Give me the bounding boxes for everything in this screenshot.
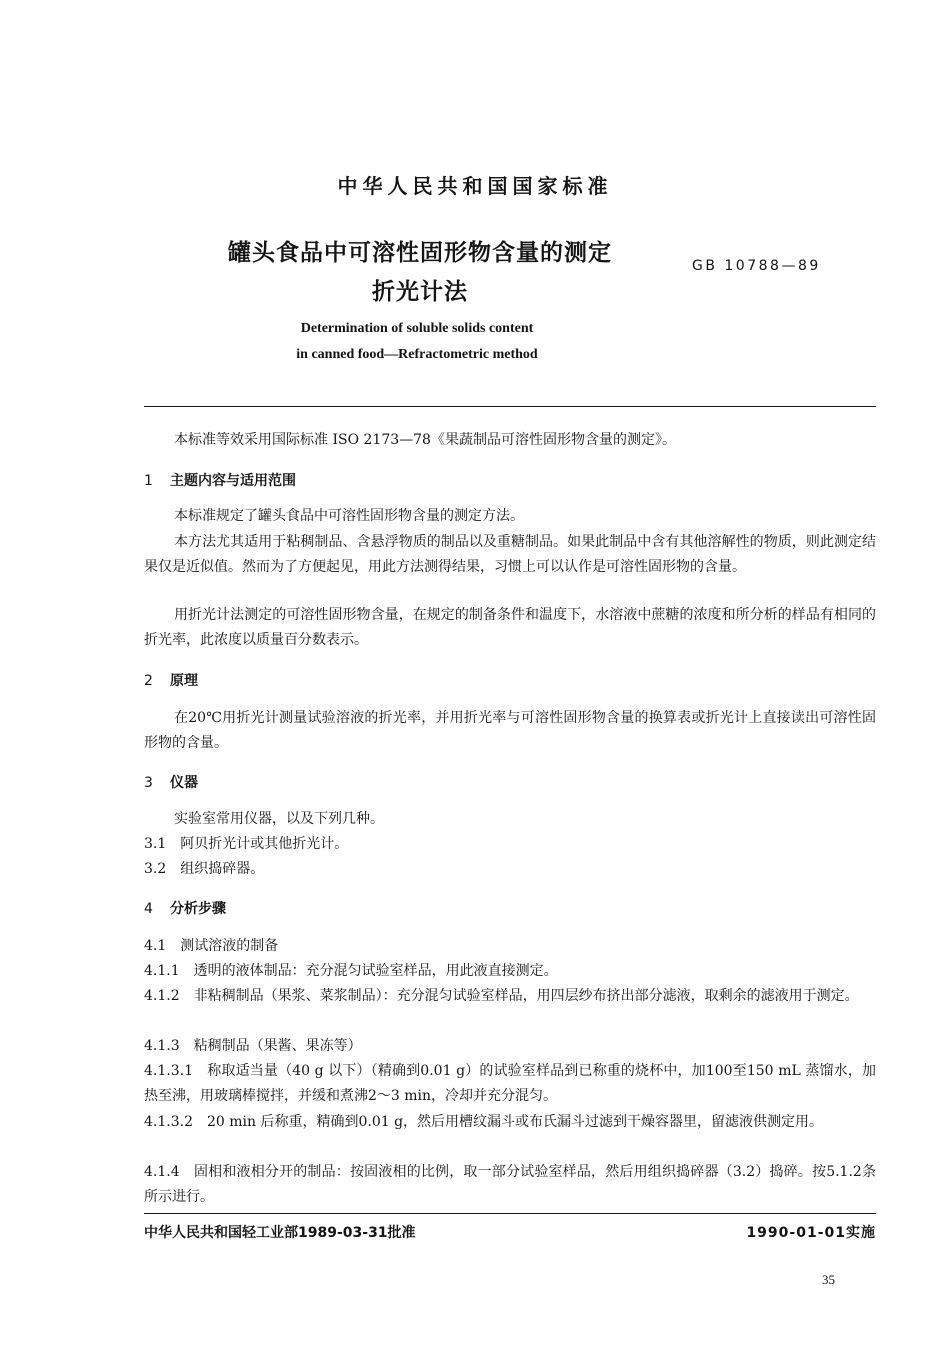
intro-paragraph: 本标准等效采用国际标准 ISO 2173—78《果蔬制品可溶性固形物含量的测定》。 [174,432,676,448]
approval-note: 中华人民共和国轻工业部1989-03-31批准 [144,1225,416,1241]
subsection-heading: 4.1 测试溶液的制备 [144,938,279,954]
footer-divider [144,1213,876,1214]
effective-date: 1990-01-01实施 [746,1225,876,1241]
list-item: 3.1 阿贝折光计或其他折光计。 [144,836,349,852]
paragraph: 在20℃用折光计测量试验溶液的折光率，并用折光率与可溶性固形物含量的换算表或折光计上直接读出可溶性固形物的含量。 [144,710,876,751]
document-title-en-subtitle: in canned food—Refractometric method [296,347,538,362]
subsection: 4.1.4 固相和液相分开的制品：按固液相的比例，取一部分试验室样品，然后用组织捣碎器（3.2）捣碎。按5.1.2条所示进行。 [144,1164,876,1205]
subsection: 4.1.2 非粘稠制品（果浆、菜浆制品）：充分混匀试验室样品，用四层纱布挤出部分滤液，取剩余的滤液用于测定。 [144,988,859,1004]
paragraph: 用折光计法测定的可溶性固形物含量，在规定的制备条件和温度下，水溶液中蔗糖的浓度和所分析的样品有相同的折光率，此浓度以质量百分数表示。 [144,607,876,648]
section-heading-2 [144,670,198,690]
paragraph: 本方法尤其适用于粘稠制品、含悬浮物质的制品以及重糖制品。如果此制品中含有其他溶解性的物质，则此测定结果仅是近似值。然而为了方便起见，用此方法测得结果，习惯上可以认作是可溶性固形物的含量。 [144,534,876,575]
document-title-cn-subtitle: 折光计法 [372,279,468,305]
section-title: 原理 [170,673,198,689]
section-number: 2 [144,673,153,689]
page-number: 35 [822,1272,835,1287]
section-title: 主题内容与适用范围 [170,473,296,489]
header-divider [144,406,876,407]
section-number: 4 [144,901,153,917]
section-heading-1 [144,470,296,490]
document-title-en: Determination of soluble solids content [300,321,534,336]
subsection: 4.1.1 透明的液体制品：充分混匀试验室样品，用此液直接测定。 [144,963,558,979]
subsection: 4.1.3 粘稠制品（果酱、果冻等） [144,1038,362,1054]
section-title: 仪器 [170,775,198,791]
paragraph: 实验室常用仪器，以及下列几种。 [174,811,384,827]
standard-number: GB 10788—89 [692,258,821,274]
section-number: 3 [144,775,153,791]
section-title: 分析步骤 [170,901,226,917]
subsection: 4.1.3.1 称取适当量（40 g 以下）（精确到0.01 g）的试验室样品到已称重的烧杯中，加100至150 mL 蒸馏水，加热至沸，用玻璃棒搅拌，并缓和煮沸2～3 min，冷却并充分混匀。 [144,1063,876,1104]
list-item: 3.2 组织捣碎器。 [144,861,265,877]
subsection: 4.1.3.2 20 min 后称重，精确到0.01 g，然后用槽纹漏斗或布氏漏斗过滤到干燥容器里，留滤液供测定用。 [144,1114,824,1130]
section-number: 1 [144,473,153,489]
national-standard-heading: 中华人民共和国国家标准 [337,174,613,198]
section-heading-3 [144,772,198,792]
paragraph: 本标准规定了罐头食品中可溶性固形物含量的测定方法。 [174,508,524,524]
section-heading-4 [144,898,226,918]
document-title-cn: 罐头食品中可溶性固形物含量的测定 [228,240,612,266]
